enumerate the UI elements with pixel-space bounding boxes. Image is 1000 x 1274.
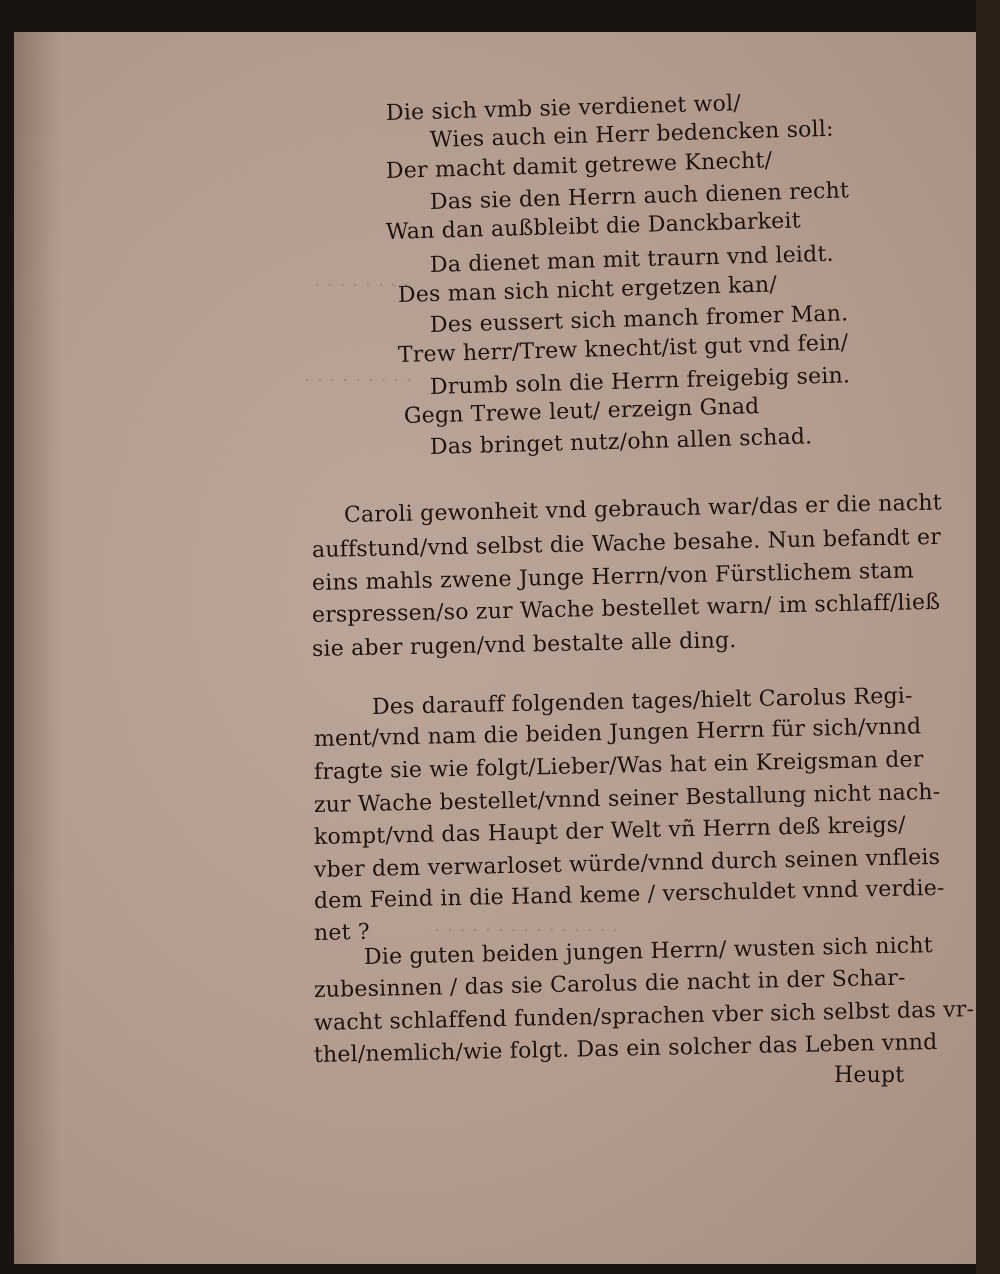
verse-line: Des eussert sich manch fromer Man. [429, 301, 849, 338]
bleed-through-text: . . . . . . . . . . . . . . . [434, 912, 619, 936]
document-page [14, 32, 976, 1264]
paragraph-line: Des darauff folgenden tages/hielt Carolus Regi- [371, 683, 913, 720]
verse-line: Da dienet man mit traurn vnd leidt. [429, 241, 834, 278]
verse-line: Drumb soln die Herrn freigebig sein. [429, 363, 851, 400]
paragraph-line: dem Feind in die Hand keme / verschuldet vnnd verdie- [313, 875, 945, 914]
verse-line: Das sie den Herrn auch dienen recht [429, 178, 850, 215]
paragraph-line: erspressen/so zur Wache bestellet warn/ im schlaff/ließ [311, 589, 941, 628]
verse-line: Trew herr/Trew knecht/ist gut vnd fein/ [397, 330, 849, 368]
verse-line: Gegn Trewe leut/ erzeign Gnad [403, 394, 760, 429]
paragraph-line: Caroli gewonheit vnd gebrauch war/das er die nacht [343, 490, 943, 528]
paragraph-line: zur Wache bestellet/vnnd seiner Bestallung nicht nach- [313, 779, 941, 818]
paragraph-line: Die guten beiden jungen Herrn/ wusten sich nicht [363, 933, 934, 970]
paragraph-line: thel/nemlich/wie folgt. Das ein solcher das Leben vnnd [313, 1029, 938, 1068]
verse-line: Wies auch ein Herr bedencken soll: [429, 116, 834, 153]
bleed-through-text: . . . . . . . . . [304, 362, 413, 386]
paragraph-line: ment/vnd nam die beiden Jungen Herrn für sich/vnnd [313, 714, 922, 752]
paragraph-line: eins mahls zwene Junge Herrn/von Fürstlichem stam [311, 558, 915, 596]
verse-line: Der macht damit getrewe Knecht/ [385, 148, 773, 184]
paragraph-line: zubesinnen / das sie Carolus die nacht in der Schar- [313, 965, 906, 1003]
paragraph-line: wacht schlaffend funden/sprachen vber sich selbst das vr- [313, 997, 975, 1036]
verse-line: Die sich vmb sie verdienet wol/ [385, 91, 742, 126]
paragraph-line: fragte sie wie folgt/Lieber/Was hat ein Kreigsman der [313, 747, 924, 785]
paragraph-line: auffstund/vnd selbst die Wache besahe. Nun befandt er [311, 524, 942, 563]
paragraph-line: vber dem verwarloset würde/vnnd durch seinen vnfleis [313, 844, 941, 883]
paragraph-line: sie aber rugen/vnd bestalte alle ding. [311, 628, 737, 662]
verse-line: Des man sich nicht ergetzen kan/ [397, 272, 778, 308]
paragraph-line: kompt/vnd das Haupt der Welt vñ Herrn deß kreigs/ [313, 812, 907, 850]
verse-line: Wan dan außbleibt die Danckbarkeit [385, 208, 802, 245]
catchword: Heupt [834, 1063, 905, 1088]
scan-border [976, 0, 1000, 1274]
bleed-through-text: . . . . . . . . [314, 267, 410, 291]
verse-line: Das bringet nutz/ohn allen schad. [429, 424, 813, 460]
paragraph-line: net ? [313, 919, 371, 946]
